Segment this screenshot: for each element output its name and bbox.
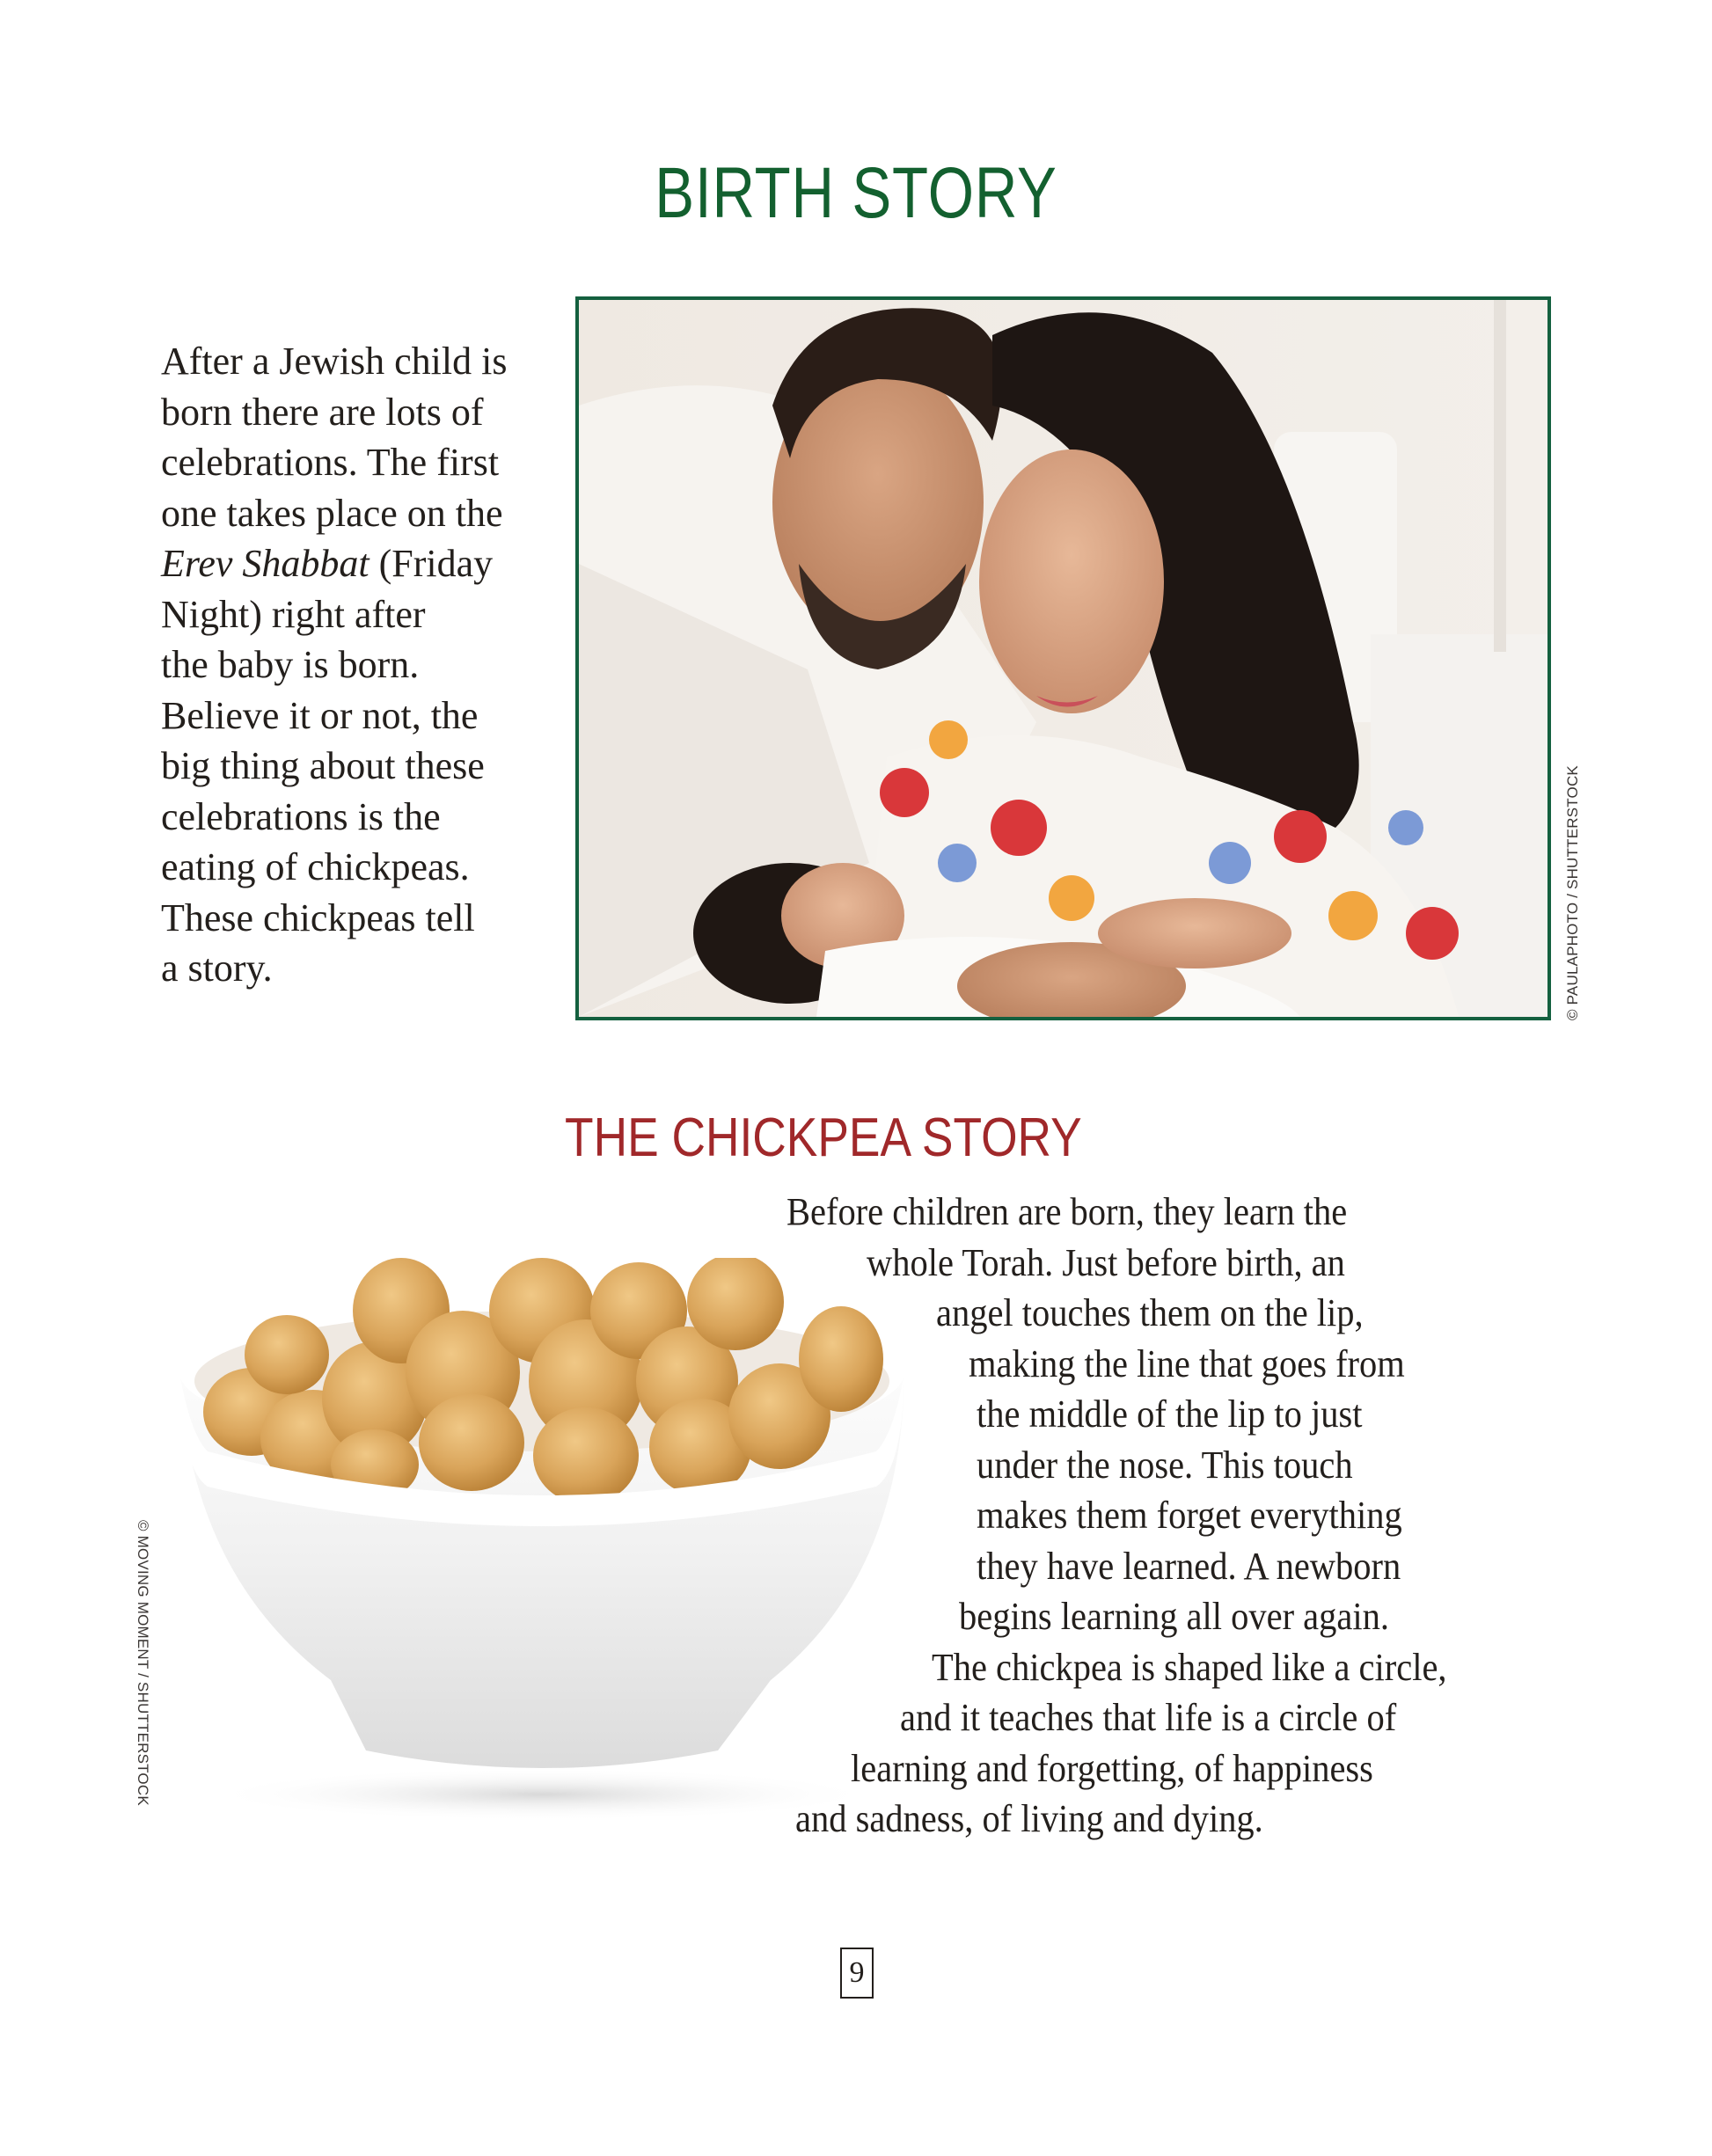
chickpea-bowl-photo bbox=[172, 1258, 911, 1821]
intro-line-rest: (Friday bbox=[369, 542, 494, 585]
family-photo-illustration bbox=[579, 300, 1547, 1017]
story-line: The chickpea is shaped like a circle, bbox=[932, 1645, 1447, 1689]
story-line: under the nose. This touch bbox=[977, 1443, 1353, 1487]
story-line: the middle of the lip to just bbox=[977, 1392, 1363, 1436]
family-photo bbox=[575, 296, 1551, 1020]
photo-credit-bowl: © MOVING MOMENT / SHUTTERSTOCK bbox=[135, 1520, 151, 1806]
page-title: BIRTH STORY bbox=[655, 153, 1057, 233]
chickpea-bowl-illustration bbox=[172, 1258, 911, 1821]
intro-line: These chickpeas tell bbox=[161, 895, 475, 939]
story-line: whole Torah. Just before birth, an bbox=[867, 1240, 1345, 1284]
intro-line: born there are lots of bbox=[161, 390, 484, 434]
story-line: begins learning all over again. bbox=[959, 1595, 1389, 1638]
story-line: and it teaches that life is a circle of bbox=[900, 1696, 1397, 1739]
section-title-chickpea-story: THE CHICKPEA STORY bbox=[565, 1107, 1082, 1168]
intro-line: a story. bbox=[161, 946, 273, 990]
story-line: making the line that goes from bbox=[969, 1341, 1405, 1385]
story-line: they have learned. A newborn bbox=[977, 1544, 1401, 1588]
story-line: makes them forget everything bbox=[977, 1494, 1402, 1537]
story-line: angel touches them on the lip, bbox=[936, 1291, 1364, 1334]
intro-line: celebrations. The first bbox=[161, 441, 500, 484]
intro-line: Believe it or not, the bbox=[161, 693, 479, 737]
intro-line: eating of chickpeas. bbox=[161, 845, 470, 888]
intro-paragraph bbox=[161, 336, 574, 994]
intro-line: After a Jewish child is bbox=[161, 340, 508, 383]
photo-credit-family: © PAULAPHOTO / SHUTTERSTOCK bbox=[1564, 765, 1581, 1020]
page-number: 9 bbox=[840, 1948, 874, 1999]
erev-shabbat-term: Erev Shabbat bbox=[161, 542, 369, 585]
intro-line: the baby is born. bbox=[161, 643, 420, 686]
intro-line: Night) right after bbox=[161, 592, 426, 636]
story-line: learning and forgetting, of happiness bbox=[851, 1746, 1373, 1790]
story-line: and sadness, of living and dying. bbox=[795, 1797, 1263, 1840]
intro-line bbox=[161, 538, 574, 589]
intro-line: one takes place on the bbox=[161, 491, 503, 535]
intro-line: celebrations is the bbox=[161, 794, 441, 838]
intro-line: big thing about these bbox=[161, 744, 485, 787]
story-line: Before children are born, they learn the bbox=[786, 1190, 1348, 1233]
